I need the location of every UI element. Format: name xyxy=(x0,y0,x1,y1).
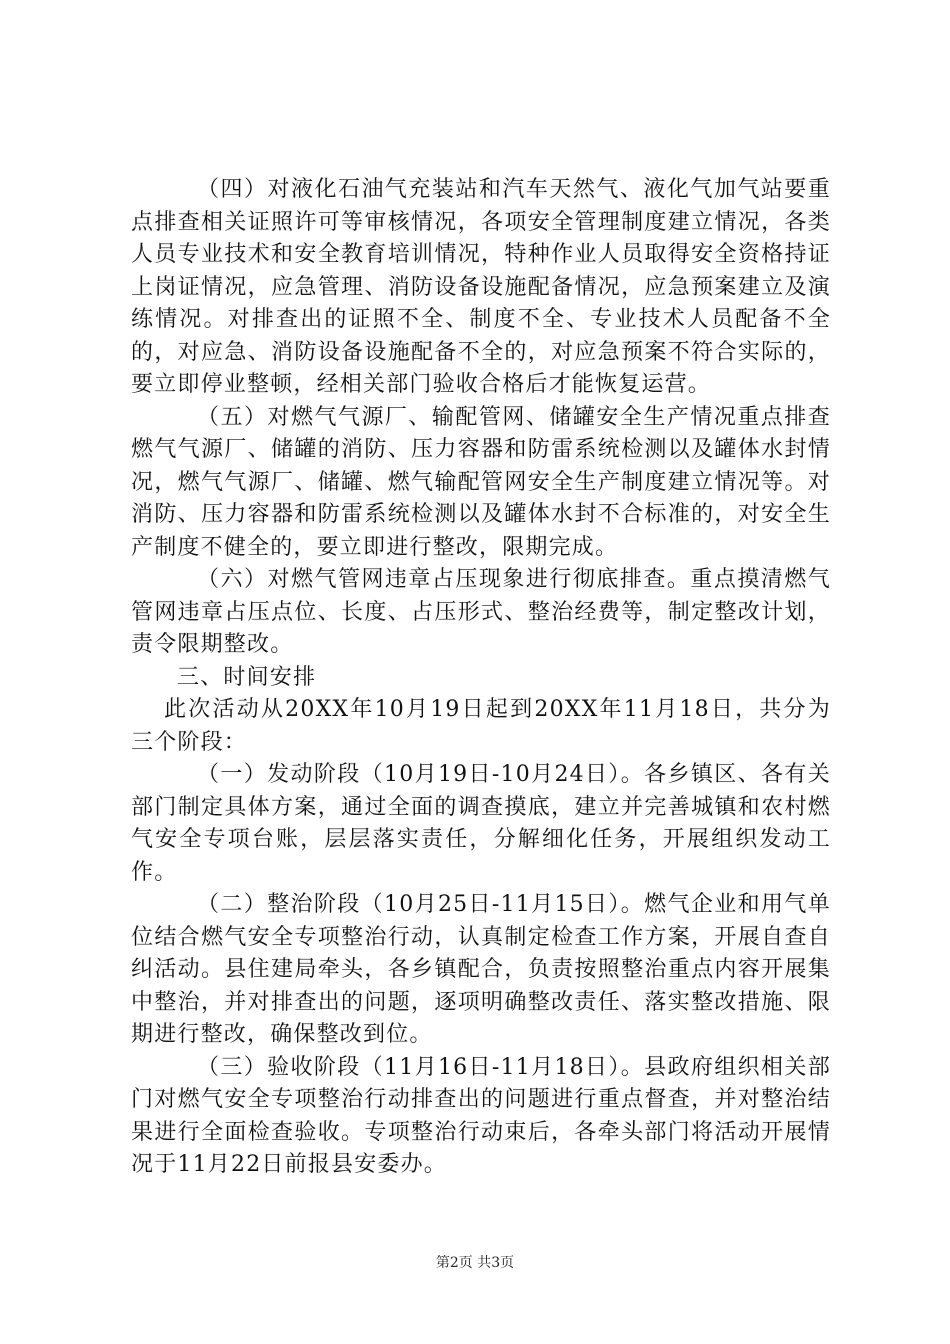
paragraph-item-6: （六）对燃气管网违章占压现象进行彻底排查。重点摸清燃气管网违章占压点位、长度、占压形式、整治经费等，制定整改计划，责令限期整改。 xyxy=(131,567,831,657)
section-heading-time-schedule: 三、时间安排 xyxy=(177,664,317,690)
stage-item-3: （三）验收阶段（11月16日-11月18日）。县政府组织相关部门对燃气安全专项整治行动排查出的问题进行重点督查，并对整治结果进行全面检查验收。专项整治行动束后，各牵头部门将活动开展情况于11月22日前报县安委办。 xyxy=(131,1054,831,1177)
stage-item-2: （二）整治阶段（10月25日-11月15日）。燃气企业和用气单位结合燃气安全专项整治行动，认真制定检查工作方案，开展自查自纠活动。县住建局牵头，各乡镇配合，负责按照整治重点内容开展集中整治，并对排查出的问题，逐项明确整改责任、落实整改措施、限期进行整改，确保整改到位。 xyxy=(131,892,831,1047)
stage-item-1: （一）发动阶段（10月19日-10月24日）。各乡镇区、各有关部门制定具体方案，通过全面的调查摸底，建立并完善城镇和农村燃气安全专项台账，层层落实责任，分解细化任务，开展组织发动工作。 xyxy=(131,762,831,885)
section-intro: 此次活动从20XX年10月19日起到20XX年11月18日，共分为三个阶段： xyxy=(131,697,831,755)
paragraph-item-4: （四）对液化石油气充装站和汽车天然气、液化气加气站要重点排查相关证照许可等审核情况，各项安全管理制度建立情况，各类人员专业技术和安全教育培训情况，特种作业人员取得安全资格持证上岗证情况，应急管理、消防设备设施配备情况，应急预案建立及演练情况。对排查出的证照不全、制度不全、专业技术人员配备不全的，对应急、消防设备设施配备不全的，对应急预案不符合实际的，要立即停业整顿，经相关部门验收合格后才能恢复运营。 xyxy=(131,177,831,397)
document-body xyxy=(131,174,831,1182)
paragraph-item-5: （五）对燃气气源厂、输配管网、储罐安全生产情况重点排查燃气气源厂、储罐的消防、压力容器和防雷系统检测以及罐体水封情况，燃气气源厂、储罐、燃气输配管网安全生产制度建立情况等。对消防、压力容器和防雷系统检测以及罐体水封不合标准的，对安全生产制度不健全的，要立即进行整改，限期完成。 xyxy=(131,404,831,560)
page-footer: 第2页 共3页 xyxy=(435,1255,515,1271)
